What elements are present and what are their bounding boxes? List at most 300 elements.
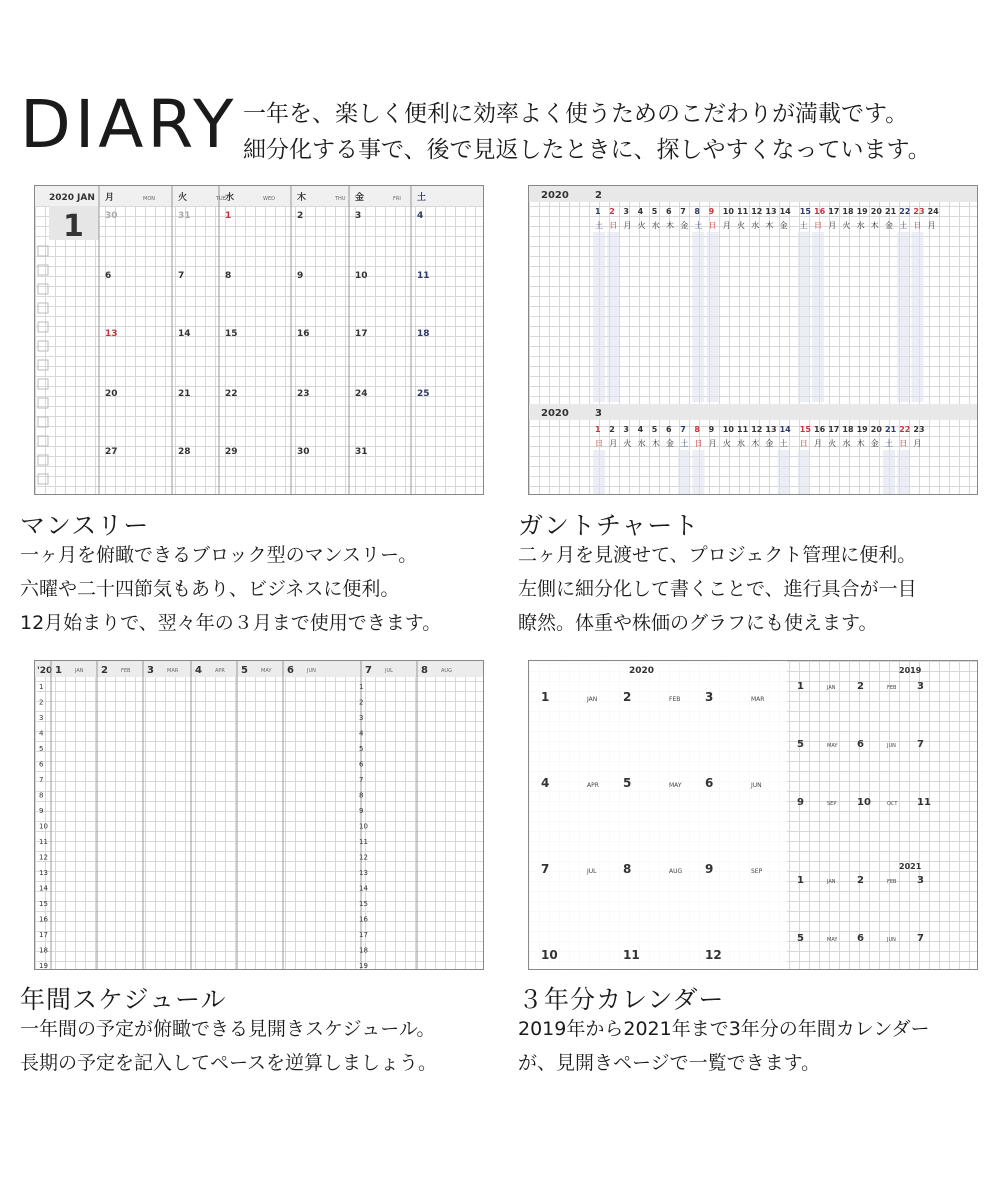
gantt-weekday: 月: [609, 439, 618, 448]
gantt-weekday: 火: [737, 221, 745, 230]
gantt-weekday: 日: [899, 439, 908, 448]
gantt-day-number: 17: [828, 425, 840, 434]
monthly-day-number: 8: [225, 271, 232, 281]
yearly-row-number: 5: [39, 745, 44, 753]
calendar-month-number: 4: [541, 776, 550, 790]
gantt-weekday: 月: [623, 221, 632, 230]
yearly-row-number-right: 2: [359, 698, 364, 707]
gantt-weekday: 火: [637, 221, 646, 230]
weekday-label: 月: [105, 193, 115, 203]
calendar-month-number: 1: [541, 690, 550, 704]
gantt-weekday: 金: [765, 439, 774, 448]
calendar-month-en: AUG: [669, 868, 683, 875]
weekday-en-label: WED: [263, 196, 275, 202]
gantt-weekend-band: [883, 450, 895, 495]
three-year-calendar-description: [518, 1012, 930, 1080]
monthly-day-number: 6: [105, 271, 112, 281]
three-year-calendar-svg: [529, 661, 978, 970]
gantt-day-number: 15: [799, 425, 811, 434]
monthly-day-number: 17: [355, 329, 368, 339]
gantt-weekday: 土: [694, 221, 703, 230]
gantt-desc-line: 左側に細分化して書くことで、進行具合が一目: [518, 578, 917, 600]
gantt-caption: ガントチャート: [518, 511, 700, 540]
monthly-check-box: [38, 417, 48, 427]
monthly-check-box: [38, 265, 48, 275]
calendar-month-number: 5: [623, 776, 632, 790]
calendar-month-number: 8: [623, 862, 632, 876]
yearly-month-en: JAN: [75, 668, 84, 674]
intro-line-2: 細分化する事で、後で見返したときに、探しやすくなっています。: [243, 137, 931, 163]
gantt-day-number: 5: [651, 207, 658, 216]
gantt-weekend-band: [812, 232, 824, 402]
gantt-description: [518, 538, 917, 640]
gantt-weekday: 水: [842, 439, 851, 448]
yearly-month-number: 8: [421, 665, 428, 676]
gantt-day-number: 21: [885, 425, 897, 434]
gantt-weekend-band: [607, 232, 619, 402]
calendar-month-en: SEP: [751, 868, 763, 875]
monthly-check-box: [38, 246, 48, 256]
gantt-weekday: 木: [765, 221, 774, 230]
gantt-day-number: 23: [913, 207, 925, 216]
weekday-label: 火: [178, 193, 188, 203]
intro-text: [243, 96, 993, 168]
gantt-weekday: 木: [666, 221, 674, 230]
gantt-weekend-band: [692, 232, 704, 402]
gantt-desc-line: 二ヶ月を見渡せて、プロジェクト管理に便利。: [518, 544, 917, 566]
monthly-desc-line: 一ヶ月を俯瞰できるブロック型のマンスリー。: [20, 544, 418, 566]
yearly-row-number-right: 15: [359, 900, 368, 908]
calendar-month-number: 3: [705, 690, 714, 704]
weekday-en-label: FRI: [393, 196, 401, 202]
gantt-weekday: 土: [779, 439, 788, 448]
monthly-day-number: 9: [297, 271, 304, 281]
calendar-month-en: MAY: [669, 782, 682, 789]
gantt-month: 3: [595, 408, 602, 419]
yearly-row-number: 17: [39, 931, 48, 939]
gantt-weekday: 金: [870, 439, 879, 448]
monthly-day-number: 10: [355, 271, 368, 281]
gantt-day-number: 16: [814, 207, 826, 216]
monthly-year: 2020: [49, 193, 75, 203]
yearly-schedule-description: [20, 1012, 437, 1080]
monthly-check-box: [38, 474, 48, 484]
gantt-weekday: 水: [737, 439, 745, 448]
weekday-label: 木: [297, 193, 307, 203]
yearly-month-en: APR: [215, 668, 225, 674]
monthly-day-number: 18: [417, 329, 430, 339]
calendar-month-number-2021: 2: [857, 875, 864, 886]
calendar-month-en: JAN: [587, 696, 598, 703]
calendar-left-year: 2020: [629, 666, 655, 676]
gantt-day-number: 22: [899, 425, 911, 434]
gantt-day-number: 20: [870, 425, 882, 434]
monthly-month-number: 1: [63, 209, 84, 244]
yearly-month-en: AUG: [441, 668, 452, 674]
yearly-month-number: 2: [101, 665, 108, 676]
monthly-preview-svg: [35, 186, 484, 495]
monthly-check-box: [38, 379, 48, 389]
yearly-row-number: 13: [39, 869, 48, 877]
yearly-month-en: JUN: [307, 668, 316, 674]
weekday-label: 水: [225, 193, 235, 203]
gantt-weekday: 月: [722, 221, 731, 230]
calendar-month-number-2021: 3: [917, 875, 924, 886]
yearly-month-number: 3: [147, 665, 154, 676]
yearly-desc-line: 長期の予定を記入してペースを逆算しましょう。: [20, 1052, 438, 1074]
gantt-weekday: 日: [708, 221, 717, 230]
monthly-check-box: [38, 322, 48, 332]
gantt-weekday: 火: [842, 221, 851, 230]
monthly-caption: マンスリー: [20, 511, 150, 540]
monthly-preview: [34, 185, 484, 495]
calendar-month-number: 12: [705, 948, 722, 962]
gantt-day-number: 18: [842, 425, 854, 434]
yearly-row-number: 12: [39, 853, 48, 862]
monthly-day-number: 23: [297, 389, 310, 399]
calendar-month-number-2019: 5: [797, 739, 804, 750]
monthly-check-box: [38, 436, 48, 446]
gantt-weekday: 土: [885, 439, 893, 448]
gantt-weekend-band: [798, 232, 810, 402]
calendar-month-en-2021: FEB: [887, 879, 897, 885]
monthly-day-number: 13: [105, 329, 118, 339]
gantt-weekday: 金: [779, 221, 788, 230]
yearly-row-number-right: 14: [359, 884, 368, 893]
calendar-month-number: 10: [541, 948, 558, 962]
gantt-weekend-band: [707, 232, 719, 402]
gantt-weekend-band: [798, 450, 810, 495]
gantt-day-number: 8: [694, 425, 700, 434]
monthly-day-number: 7: [178, 271, 185, 281]
gantt-day-number: 4: [637, 207, 644, 216]
gantt-weekday: 木: [870, 221, 879, 230]
gantt-day-number: 3: [623, 207, 629, 216]
monthly-day-number: 30: [297, 447, 310, 457]
gantt-day-number: 2: [609, 207, 615, 216]
gantt-day-number: 6: [666, 207, 672, 216]
yearly-year-label: '20: [37, 666, 53, 676]
gantt-weekday: 日: [913, 221, 922, 230]
monthly-check-box: [38, 303, 48, 313]
calendar-month-number-2019: 11: [917, 797, 931, 808]
yearly-row-number: 9: [39, 807, 44, 815]
yearly-row-number-right: 1: [359, 683, 364, 691]
yearly-row-number: 7: [39, 776, 44, 784]
yearly-month-number: 6: [287, 665, 294, 676]
gantt-day-number: 4: [637, 425, 644, 434]
three-year-desc-line: 2019年から2021年まで3年分の年間カレンダー: [518, 1018, 930, 1040]
monthly-day-number: 31: [355, 447, 368, 457]
monthly-description: [20, 538, 441, 640]
calendar-month-number-2019: 7: [917, 739, 924, 750]
gantt-weekday: 日: [694, 439, 703, 448]
monthly-desc-line: 12月始まりで、翌々年の３月まで使用できます。: [20, 612, 442, 634]
calendar-month-number: 7: [541, 862, 550, 876]
yearly-row-number-right: 16: [359, 915, 368, 924]
yearly-month-number: 4: [195, 665, 202, 676]
calendar-month-en-2019: FEB: [887, 685, 897, 691]
monthly-day-number: 14: [178, 329, 191, 339]
monthly-day-number: 16: [297, 329, 310, 339]
gantt-day-number: 19: [856, 425, 868, 434]
monthly-check-box: [38, 360, 48, 370]
gantt-weekday: 日: [799, 439, 808, 448]
yearly-month-en: FEB: [121, 668, 131, 674]
gantt-day-number: 12: [751, 425, 763, 434]
gantt-desc-line: 瞭然。体重や株価のグラフにも使えます。: [518, 612, 878, 634]
gantt-day-number: 17: [828, 207, 840, 216]
monthly-month-en: JAN: [77, 193, 95, 203]
yearly-row-number-right: 13: [359, 869, 368, 877]
gantt-day-number: 8: [694, 207, 700, 216]
monthly-day-number: 1: [225, 211, 232, 221]
gantt-year: 2020: [541, 408, 569, 419]
yearly-schedule-svg: [35, 661, 484, 970]
monthly-desc-line: 六曜や二十四節気もあり、ビジネスに便利。: [20, 578, 400, 600]
gantt-weekend-band: [678, 450, 690, 495]
yearly-row-number-right: 11: [359, 838, 368, 846]
yearly-row-number-right: 10: [359, 822, 368, 831]
calendar-month-en: JUL: [587, 868, 597, 875]
gantt-weekday: 水: [856, 221, 865, 230]
yearly-row-number: 19: [39, 962, 48, 970]
gantt-day-number: 9: [708, 207, 715, 216]
gantt-weekday: 月: [913, 439, 922, 448]
gantt-day-number: 11: [737, 207, 749, 216]
calendar-month-en-2019: JUN: [887, 743, 896, 749]
calendar-right-year-top: 2019: [899, 666, 922, 675]
yearly-row-number: 1: [39, 683, 44, 691]
gantt-day-number: 22: [899, 207, 911, 216]
three-year-calendar-caption: ３年分カレンダー: [518, 985, 725, 1014]
calendar-month-en-2021: MAY: [827, 937, 838, 943]
monthly-check-box: [38, 398, 48, 408]
weekday-en-label: MON: [143, 196, 155, 202]
gantt-weekday: 月: [708, 439, 717, 448]
calendar-month-number: 2: [623, 690, 632, 704]
monthly-check-box: [38, 284, 48, 294]
gantt-weekday: 月: [927, 221, 936, 230]
calendar-month-number-2019: 9: [797, 797, 804, 808]
gantt-day-number: 1: [595, 207, 601, 216]
calendar-month-number-2019: 2: [857, 681, 864, 692]
yearly-row-number-right: 12: [359, 853, 368, 862]
calendar-month-number-2019: 1: [797, 681, 804, 692]
gantt-weekday: 金: [666, 439, 674, 448]
yearly-row-number-right: 3: [359, 714, 364, 722]
calendar-month-en-2021: JUN: [887, 937, 896, 943]
yearly-row-number: 18: [39, 946, 48, 955]
yearly-row-number: 16: [39, 915, 48, 924]
gantt-weekend-band: [778, 450, 790, 495]
yearly-month-number: 5: [241, 665, 248, 676]
gantt-day-number: 2: [609, 425, 615, 434]
gantt-day-number: 3: [623, 425, 629, 434]
calendar-month-en: MAR: [751, 696, 765, 703]
calendar-month-number-2019: 10: [857, 797, 871, 808]
monthly-day-number: 22: [225, 389, 238, 399]
yearly-schedule-caption: 年間スケジュール: [20, 985, 227, 1014]
yearly-row-number: 11: [39, 838, 48, 846]
gantt-weekday: 水: [637, 439, 646, 448]
gantt-weekend-band: [593, 232, 605, 402]
three-year-desc-line: が、見開きページで一覧できます。: [518, 1052, 821, 1074]
yearly-row-number: 4: [39, 729, 44, 738]
gantt-day-number: 13: [765, 425, 777, 434]
monthly-day-number: 25: [417, 389, 430, 399]
yearly-month-en: MAY: [261, 668, 272, 674]
monthly-day-number: 20: [105, 389, 118, 399]
calendar-month-en: JUN: [751, 782, 762, 789]
gantt-weekday: 月: [828, 221, 837, 230]
gantt-day-number: 19: [856, 207, 868, 216]
yearly-month-number: 7: [365, 665, 372, 676]
calendar-month-number-2019: 6: [857, 739, 864, 750]
calendar-month-en-2021: JAN: [827, 879, 836, 885]
gantt-weekend-band: [897, 450, 909, 495]
gantt-day-number: 14: [779, 207, 791, 216]
yearly-row-number: 6: [39, 760, 44, 769]
calendar-month-number: 9: [705, 862, 714, 876]
three-year-calendar-preview: [528, 660, 978, 970]
monthly-day-number: 29: [225, 447, 238, 457]
gantt-day-number: 11: [737, 425, 749, 434]
yearly-row-number-right: 6: [359, 760, 364, 769]
gantt-year: 2020: [541, 190, 569, 201]
gantt-day-number: 13: [765, 207, 777, 216]
monthly-day-number: 24: [355, 389, 368, 399]
gantt-weekday: 日: [814, 221, 822, 230]
page-title: DIARY: [20, 86, 238, 163]
calendar-month-en: APR: [587, 782, 599, 789]
weekday-label: 金: [355, 193, 365, 203]
calendar-month-number: 11: [623, 948, 640, 962]
gantt-month: 2: [595, 190, 602, 201]
gantt-weekend-band: [897, 232, 909, 402]
gantt-weekday: 金: [680, 221, 689, 230]
calendar-month-en: FEB: [669, 696, 681, 703]
yearly-desc-line: 一年間の予定が俯瞰できる見開きスケジュール。: [20, 1018, 436, 1040]
gantt-weekday: 土: [595, 221, 603, 230]
gantt-day-number: 10: [722, 207, 734, 216]
calendar-month-number-2019: 3: [917, 681, 924, 692]
calendar-month-en-2019: SEP: [827, 801, 837, 807]
yearly-schedule-preview: [34, 660, 484, 970]
gantt-day-number: 12: [751, 207, 763, 216]
gantt-day-number: 18: [842, 207, 854, 216]
gantt-day-number: 15: [799, 207, 811, 216]
monthly-day-number: 3: [355, 211, 362, 221]
yearly-month-en: JUL: [385, 668, 393, 674]
monthly-day-number: 27: [105, 447, 118, 457]
monthly-check-box: [38, 455, 48, 465]
yearly-row-number-right: 19: [359, 962, 368, 970]
monthly-day-number: 4: [417, 211, 424, 221]
yearly-row-number: 8: [39, 791, 44, 800]
yearly-month-en: MAR: [167, 668, 179, 674]
monthly-day-number: 15: [225, 329, 238, 339]
monthly-day-number: 30: [105, 211, 118, 221]
gantt-weekday: 日: [609, 221, 618, 230]
gantt-day-number: 14: [779, 425, 791, 434]
gantt-weekday: 土: [799, 221, 808, 230]
gantt-day-number: 7: [680, 425, 686, 434]
gantt-weekday: 日: [595, 439, 603, 448]
yearly-row-number-right: 17: [359, 931, 368, 939]
yearly-row-number: 3: [39, 714, 44, 722]
yearly-month-number: 1: [55, 665, 62, 676]
gantt-day-number: 1: [595, 425, 601, 434]
monthly-check-box: [38, 341, 48, 351]
gantt-weekday: 火: [828, 439, 837, 448]
calendar-month-number-2021: 7: [917, 933, 924, 944]
gantt-weekday: 火: [722, 439, 731, 448]
gantt-day-number: 9: [708, 425, 715, 434]
intro-line-1: 一年を、楽しく便利に効率よく使うためのこだわりが満載です。: [243, 101, 909, 127]
monthly-day-number: 28: [178, 447, 191, 457]
yearly-row-number-right: 4: [359, 729, 364, 738]
calendar-month-number: 6: [705, 776, 714, 790]
gantt-day-number: 10: [722, 425, 734, 434]
yearly-row-number-right: 5: [359, 745, 364, 753]
yearly-row-number: 15: [39, 900, 48, 908]
yearly-row-number: 14: [39, 884, 48, 893]
gantt-weekday: 水: [651, 221, 660, 230]
calendar-month-en-2019: OCT: [887, 801, 898, 807]
calendar-month-number-2021: 5: [797, 933, 804, 944]
gantt-weekday: 火: [623, 439, 632, 448]
gantt-weekday: 月: [814, 439, 822, 448]
yearly-row-number-right: 9: [359, 807, 364, 815]
gantt-weekend-band: [692, 450, 704, 495]
weekday-label: 土: [417, 193, 427, 203]
calendar-right-year-bottom: 2021: [899, 862, 922, 871]
gantt-day-number: 5: [651, 425, 658, 434]
monthly-day-number: 11: [417, 271, 430, 281]
gantt-day-number: 23: [913, 425, 925, 434]
calendar-month-number-2021: 6: [857, 933, 864, 944]
gantt-weekday: 土: [899, 221, 908, 230]
monthly-day-number: 2: [297, 211, 304, 221]
gantt-weekday: 木: [651, 439, 660, 448]
weekday-en-label: THU: [335, 196, 346, 202]
gantt-day-number: 20: [870, 207, 882, 216]
calendar-month-en-2019: MAY: [827, 743, 838, 749]
yearly-row-number-right: 7: [359, 776, 364, 784]
gantt-weekday: 金: [885, 221, 893, 230]
gantt-weekday: 土: [680, 439, 689, 448]
gantt-weekend-band: [593, 450, 605, 495]
monthly-day-number: 31: [178, 211, 191, 221]
gantt-preview-svg: [529, 186, 978, 495]
yearly-row-number: 2: [39, 698, 44, 707]
gantt-weekday: 木: [856, 439, 865, 448]
gantt-day-number: 6: [666, 425, 672, 434]
gantt-day-number: 16: [814, 425, 826, 434]
gantt-weekday: 水: [751, 221, 760, 230]
gantt-weekend-band: [911, 232, 923, 402]
gantt-day-number: 24: [927, 207, 939, 216]
gantt-day-number: 21: [885, 207, 897, 216]
gantt-day-number: 7: [680, 207, 686, 216]
yearly-row-number-right: 8: [359, 791, 364, 800]
calendar-month-number-2021: 1: [797, 875, 804, 886]
weekday-en-label: TUE: [216, 196, 226, 202]
gantt-weekday: 木: [751, 439, 760, 448]
monthly-day-number: 21: [178, 389, 191, 399]
calendar-left-page: [529, 661, 787, 970]
